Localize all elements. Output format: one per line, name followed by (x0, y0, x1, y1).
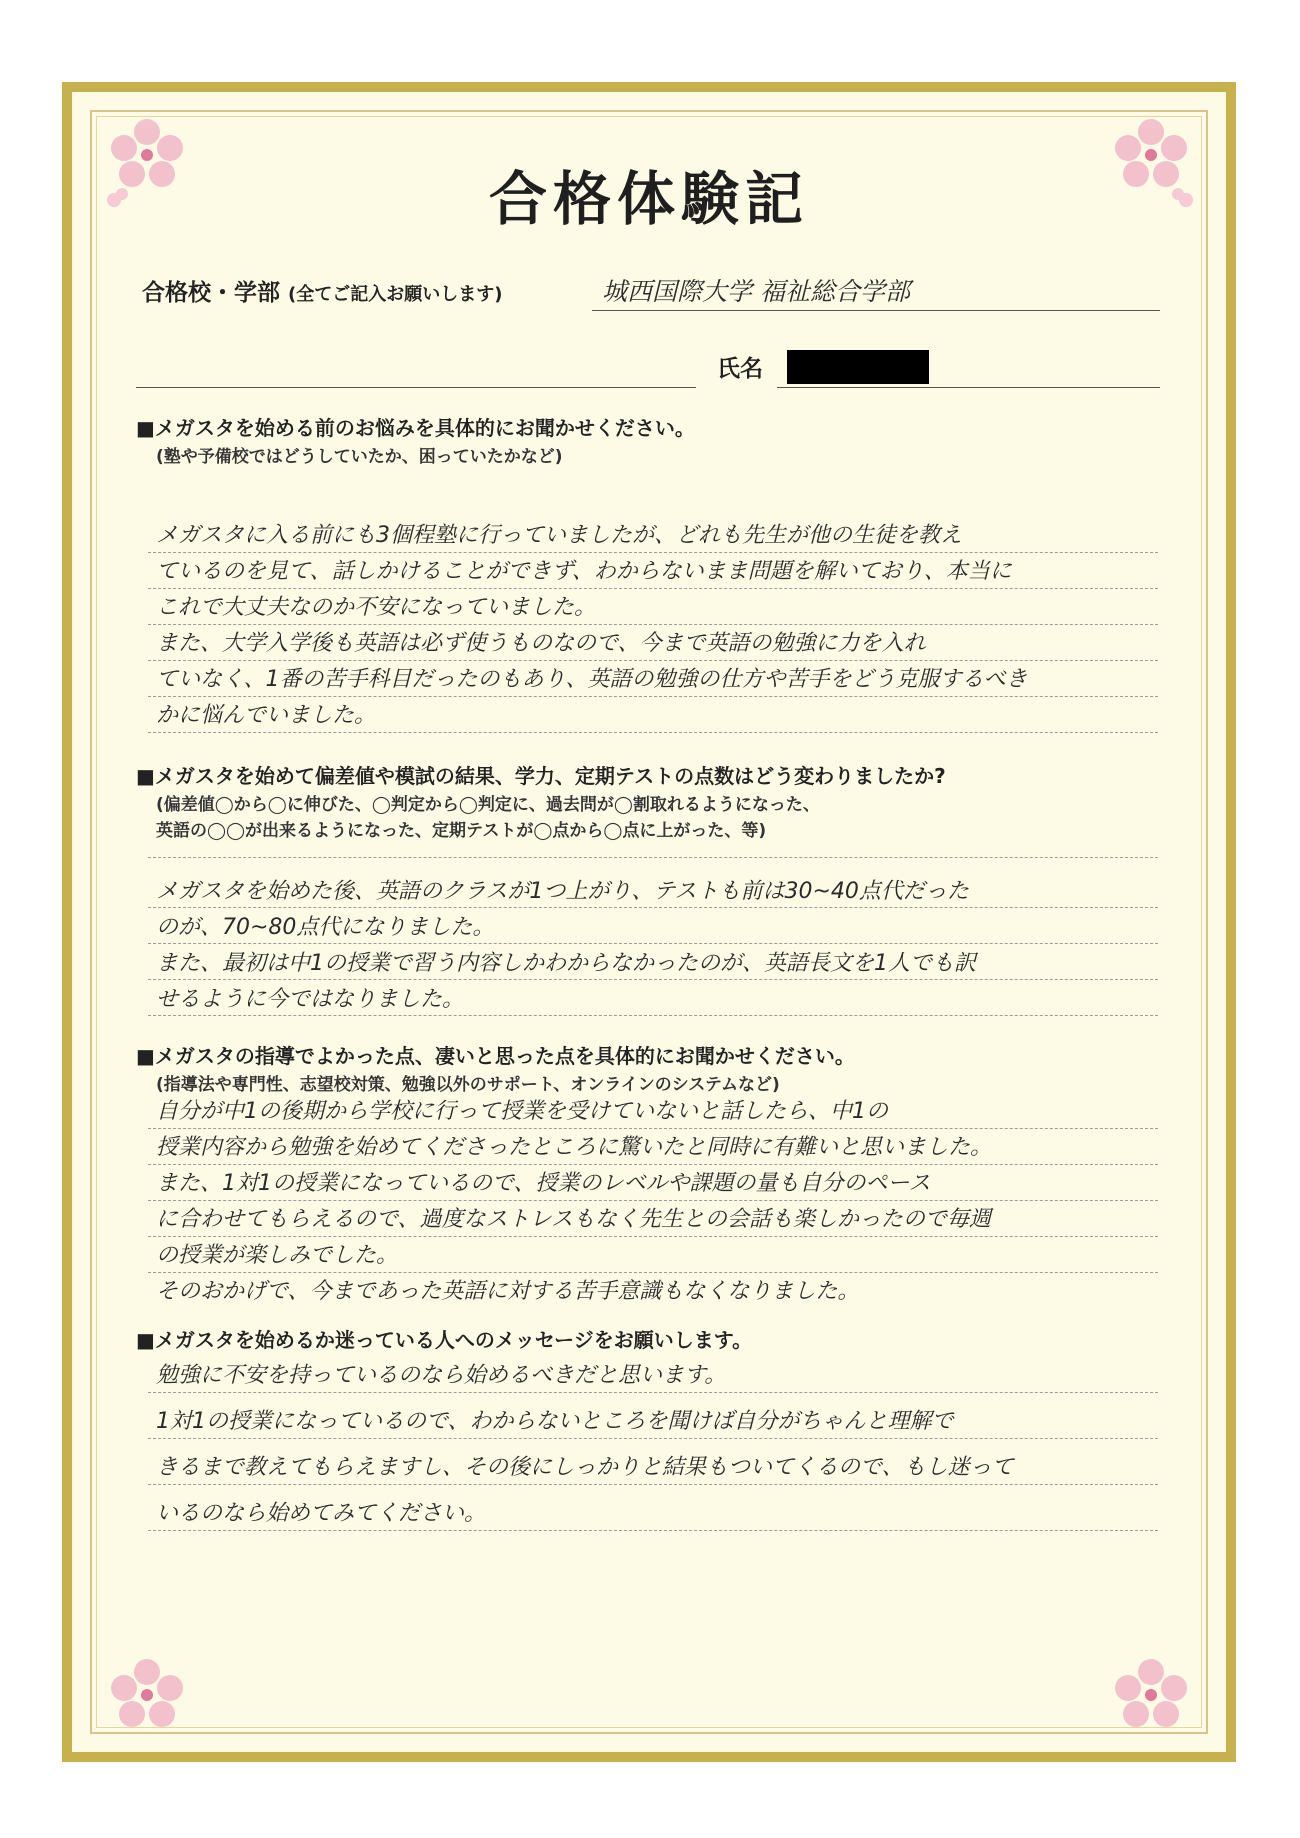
question-3-hint: (指導法や専門性、志望校対策、勉強以外のサポート、オンラインのシステムなど) (156, 1075, 780, 1095)
page-title: 合格体験記 (488, 165, 809, 233)
cherry-blossom-icon (1096, 1632, 1206, 1742)
question-1: ■メガスタを始める前のお悩みを具体的にお聞かせください。 (136, 416, 695, 440)
school-label-note: (全てご記入お願いします) (288, 284, 503, 305)
question-3: ■メガスタの指導でよかった点、凄いと思った点を具体的にお聞かせください。 (136, 1044, 855, 1068)
question-2: ■メガスタを始めて偏差値や模試の結果、学力、定期テストの点数はどう変わりましたか? (136, 764, 946, 788)
answer-1-line-6: かに悩んでいました。 (156, 703, 377, 728)
answer-3-line-3: また、1対1の授業になっているので、授業のレベルや課題の量も自分のペース (156, 1171, 931, 1196)
name-underline (777, 387, 1160, 388)
school-label-text: 合格校・学部 (142, 280, 280, 306)
answer-4-line-4: いるのなら始めてみてください。 (156, 1501, 487, 1526)
answer-1-line-3: これで大丈夫なのか不安になっていました。 (156, 595, 597, 620)
answer-1-line-5: ていなく、1番の苦手科目だったのもあり、英語の勉強の仕方や苦手をどう克服するべき (156, 667, 1028, 692)
answer-3-line-6: そのおかげで、今まであった英語に対する苦手意識もなくなりました。 (156, 1279, 860, 1304)
answer-3-line-4: に合わせてもらえるので、過度なストレスもなく先生との会話も楽しかったので毎週 (156, 1207, 991, 1232)
question-2-hint-1: (偏差値◯から◯に伸びた、◯判定から◯判定に、過去問が◯割取れるようになった、 (156, 795, 820, 815)
school-label (142, 274, 502, 307)
answer-3-line-2: 授業内容から勉強を始めてくださったところに驚いたと同時に有難いと思いました。 (156, 1135, 993, 1160)
question-1-hint: (塾や予備校ではどうしていたか、困っていたかなど) (156, 447, 563, 467)
name-label: 氏名 (717, 356, 763, 382)
answer-3-line-1: 自分が中1の後期から学校に行って授業を受けていないと話したら、中1の (156, 1099, 888, 1124)
certificate-frame (62, 82, 1236, 1762)
answer-1-line-1: メガスタに入る前にも3個程塾に行っていましたが、どれも先生が他の生徒を教え (156, 523, 962, 548)
school-underline (592, 310, 1160, 311)
question-4: ■メガスタを始めるか迷っている人へのメッセージをお願いします。 (136, 1328, 753, 1352)
question-2-hint-2: 英語の◯◯が出来るようになった、定期テストが◯点から◯点に上がった、等) (156, 821, 767, 841)
cherry-blossom-icon (92, 1632, 202, 1742)
answer-line (148, 857, 1158, 858)
answer-4-line-1: 勉強に不安を持っているのなら始めるべきだと思います。 (156, 1363, 727, 1388)
blank-underline (136, 387, 696, 388)
answer-3-line-5: の授業が楽しみでした。 (156, 1243, 399, 1268)
answer-2-line-2: のが、70~80点代になりました。 (156, 915, 495, 940)
school-value: 城西国際大学 福祉総合学部 (602, 277, 910, 306)
answer-4-line-2: 1対1の授業になっているので、わからないところを聞けば自分がちゃんと理解で (156, 1409, 954, 1434)
answer-1-line-4: また、大学入学後も英語は必ず使うものなので、今まで英語の勉強に力を入れ (156, 631, 926, 656)
answer-4-line-3: きるまで教えてもらえますし、その後にしっかりと結果もついてくるので、もし迷って (156, 1455, 1014, 1480)
name-redaction (787, 350, 929, 384)
answer-2-line-4: せるように今ではなりました。 (156, 987, 465, 1012)
answer-2-line-1: メガスタを始めた後、英語のクラスが1つ上がり、テストも前は30~40点代だった (156, 879, 969, 904)
answer-1-line-2: ているのを見て、話しかけることができず、わからないまま問題を解いており、本当に (156, 559, 1012, 584)
answer-2-line-3: また、最初は中1の授業で習う内容しかわからなかったのが、英語長文を1人でも訳 (156, 951, 976, 976)
form-paper (72, 92, 1226, 1752)
